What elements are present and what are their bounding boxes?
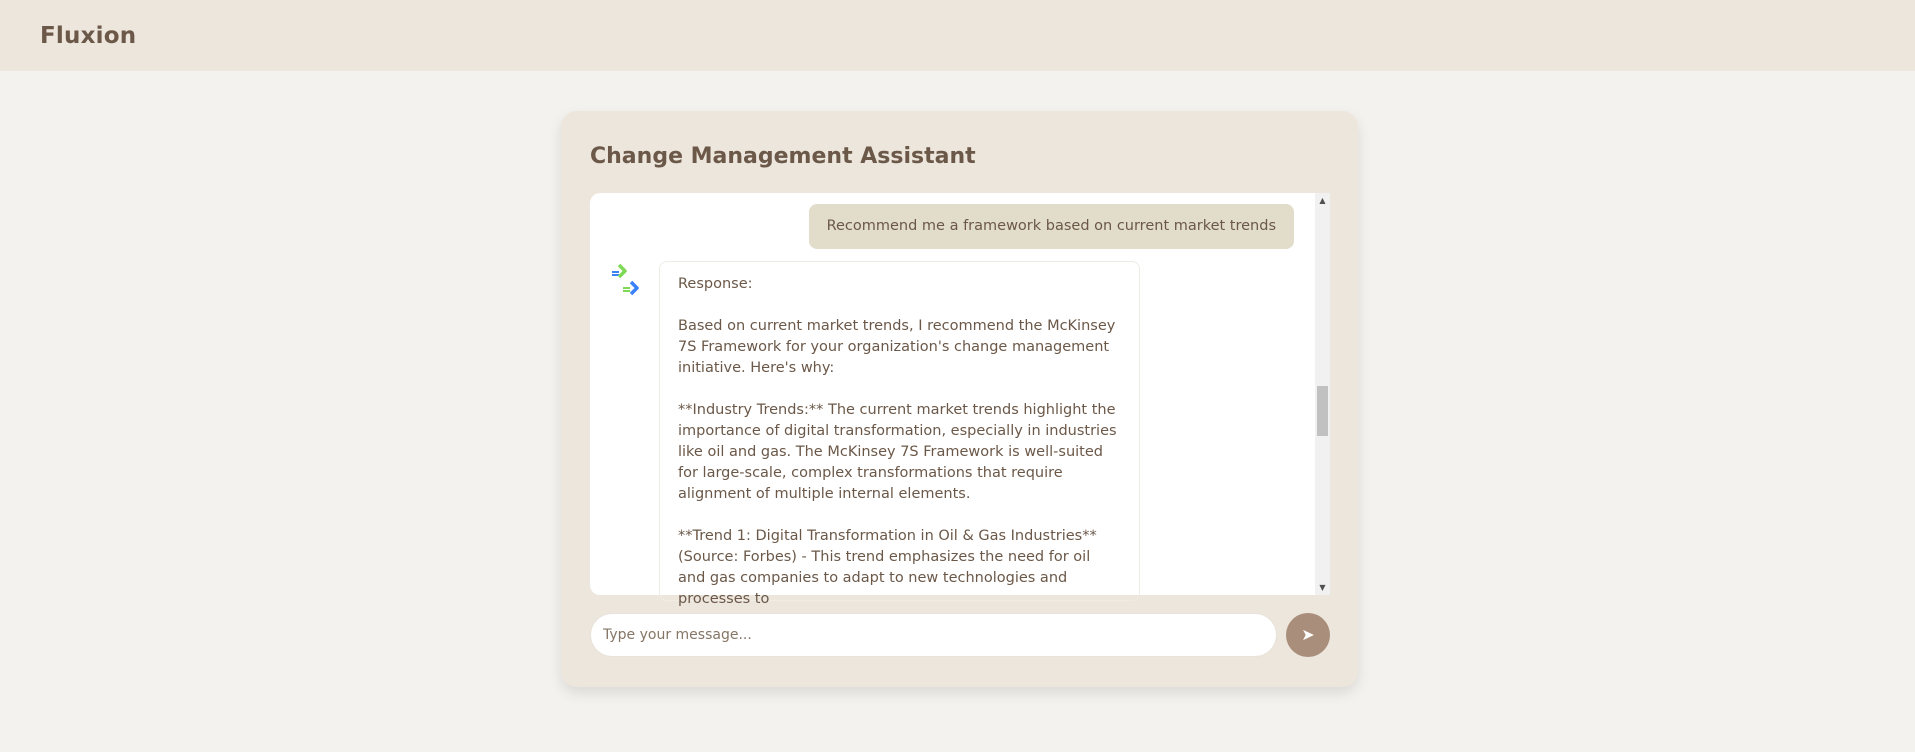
chat-scrollbar[interactable]: [1315, 193, 1330, 595]
scroll-up-icon[interactable]: ▲: [1319, 196, 1326, 205]
scroll-thumb[interactable]: [1317, 386, 1328, 436]
user-message: Recommend me a framework based on current market trends: [809, 204, 1294, 249]
message-input[interactable]: [590, 613, 1277, 657]
bot-message: Response: Based on current market trends, I recommend the McKinsey 7S Framework for your organization's change management initiative. Here's why: **Industry Trends:** The current market trends highlight the importance of digital transformation, especially in industries like oil and gas. The McKinsey 7S Framework is well-suited for large-scale, complex transformations that require alignment of multiple internal elements. **Trend 1: Digital Transformation in Oil & Gas Industries** (Source: Forbes) - This trend emphasizes the need for oil and gas companies to adapt to new technologies and processes to: [659, 261, 1140, 601]
panel-title: Change Management Assistant: [590, 144, 976, 169]
bot-avatar-icon: [612, 263, 644, 299]
brand-logo[interactable]: Fluxion: [40, 22, 137, 49]
app-header: [0, 0, 1915, 71]
chat-window[interactable]: [590, 193, 1330, 607]
send-button[interactable]: [1286, 613, 1330, 657]
send-arrow-icon: ➤: [1301, 627, 1315, 644]
assistant-panel: [561, 111, 1358, 687]
scroll-down-icon[interactable]: ▼: [1319, 583, 1326, 592]
